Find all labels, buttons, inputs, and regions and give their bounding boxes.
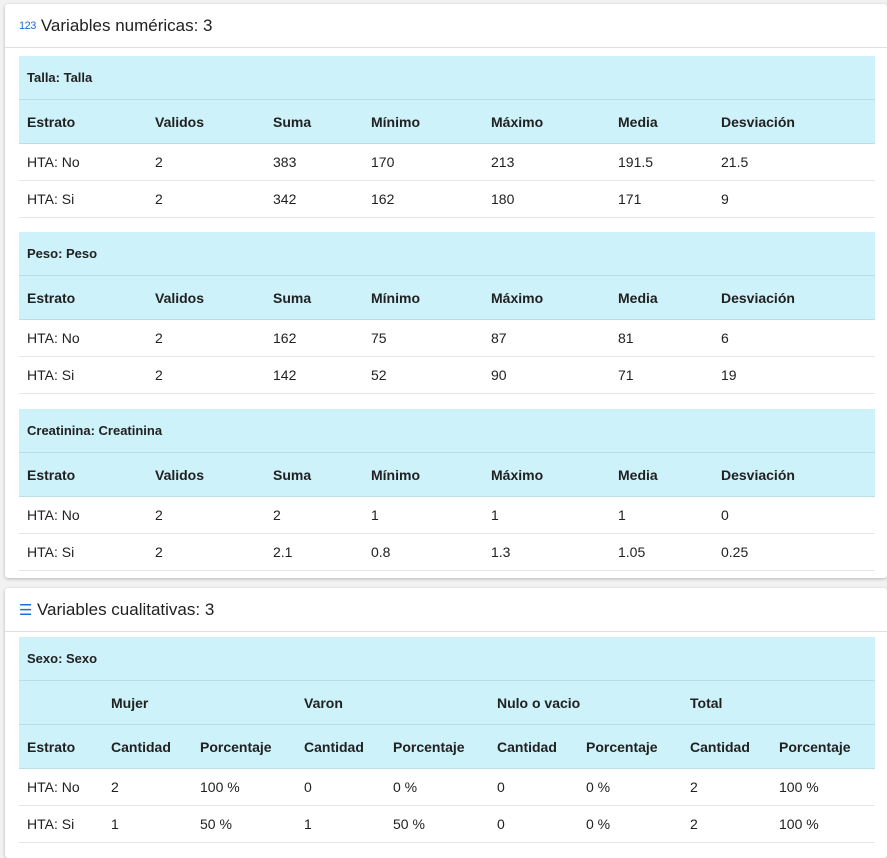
column-header: Mínimo bbox=[363, 100, 483, 144]
qualitative-variables-title: Variables cualitativas: 3 bbox=[36, 599, 215, 619]
value-cell: 171 bbox=[610, 181, 713, 218]
numeric-123-icon: 123 bbox=[19, 19, 36, 32]
value-cell: 90 bbox=[483, 357, 610, 394]
value-cell: 1 bbox=[363, 497, 483, 534]
stratum-cell: HTA: No bbox=[19, 769, 103, 806]
table-row bbox=[19, 534, 875, 571]
table-header-row bbox=[19, 276, 875, 320]
column-header: Porcentaje bbox=[578, 725, 682, 769]
value-cell: 81 bbox=[610, 320, 713, 357]
variable-name-row bbox=[19, 409, 875, 453]
value-cell: 2 bbox=[682, 806, 771, 843]
value-cell: 0 bbox=[296, 769, 385, 806]
table-row bbox=[19, 769, 875, 806]
value-cell: 9 bbox=[713, 181, 875, 218]
value-cell: 1 bbox=[483, 497, 610, 534]
value-cell: 0 % bbox=[578, 806, 682, 843]
column-header: Máximo bbox=[483, 100, 610, 144]
table-header-row bbox=[19, 453, 875, 497]
variable-name-label: Peso: Peso bbox=[19, 232, 875, 276]
value-cell: 342 bbox=[265, 181, 363, 218]
variable-name-row bbox=[19, 637, 875, 681]
value-cell: 2 bbox=[265, 497, 363, 534]
numeric-variables-title: Variables numéricas: 3 bbox=[40, 15, 213, 35]
value-cell: 21.5 bbox=[713, 144, 875, 181]
value-cell: 19 bbox=[713, 357, 875, 394]
column-header: Estrato bbox=[19, 276, 147, 320]
value-cell: 0 bbox=[489, 769, 578, 806]
value-cell: 6 bbox=[713, 320, 875, 357]
column-header: Cantidad bbox=[489, 725, 578, 769]
category-header: Mujer bbox=[103, 681, 296, 725]
column-header: Suma bbox=[265, 100, 363, 144]
value-cell: 2 bbox=[147, 181, 265, 218]
numeric-stats-table bbox=[19, 409, 875, 571]
list-icon: ☰ bbox=[19, 601, 32, 619]
value-cell: 0.25 bbox=[713, 534, 875, 571]
value-cell: 0 % bbox=[578, 769, 682, 806]
table-row bbox=[19, 806, 875, 843]
qualitative-variables-header bbox=[5, 588, 887, 632]
column-header: Desviación bbox=[713, 276, 875, 320]
stratum-cell: HTA: Si bbox=[19, 181, 147, 218]
column-header: Validos bbox=[147, 276, 265, 320]
stratum-cell: HTA: Si bbox=[19, 534, 147, 571]
value-cell: 52 bbox=[363, 357, 483, 394]
table-row bbox=[19, 497, 875, 534]
stratum-cell: HTA: Si bbox=[19, 357, 147, 394]
qualitative-stats-table bbox=[19, 637, 875, 843]
column-header: Mínimo bbox=[363, 453, 483, 497]
category-header: Total bbox=[682, 681, 875, 725]
value-cell: 0.8 bbox=[363, 534, 483, 571]
value-cell: 2 bbox=[103, 769, 192, 806]
value-cell: 100 % bbox=[192, 769, 296, 806]
column-header: Validos bbox=[147, 100, 265, 144]
value-cell: 2 bbox=[147, 534, 265, 571]
value-cell: 100 % bbox=[771, 769, 875, 806]
numeric-variables-card bbox=[5, 4, 887, 578]
table-row bbox=[19, 144, 875, 181]
value-cell: 50 % bbox=[385, 806, 489, 843]
column-header: Estrato bbox=[19, 725, 103, 769]
column-header: Máximo bbox=[483, 276, 610, 320]
blank-header-cell bbox=[19, 681, 103, 725]
value-cell: 71 bbox=[610, 357, 713, 394]
value-cell: 1.05 bbox=[610, 534, 713, 571]
value-cell: 2.1 bbox=[265, 534, 363, 571]
value-cell: 180 bbox=[483, 181, 610, 218]
variable-name-row bbox=[19, 232, 875, 276]
table-row bbox=[19, 320, 875, 357]
column-header: Cantidad bbox=[296, 725, 385, 769]
variable-name-label: Sexo: Sexo bbox=[19, 637, 875, 681]
column-header: Suma bbox=[265, 276, 363, 320]
variable-name-label: Talla: Talla bbox=[19, 56, 875, 100]
category-header-row bbox=[19, 681, 875, 725]
stratum-cell: HTA: No bbox=[19, 320, 147, 357]
numeric-stats-table bbox=[19, 56, 875, 218]
value-cell: 213 bbox=[483, 144, 610, 181]
column-header: Estrato bbox=[19, 100, 147, 144]
column-header: Máximo bbox=[483, 453, 610, 497]
stratum-cell: HTA: No bbox=[19, 497, 147, 534]
column-header: Porcentaje bbox=[192, 725, 296, 769]
value-cell: 100 % bbox=[771, 806, 875, 843]
variable-name-row bbox=[19, 56, 875, 100]
column-header: Desviación bbox=[713, 100, 875, 144]
value-cell: 0 % bbox=[385, 769, 489, 806]
column-header: Media bbox=[610, 453, 713, 497]
value-cell: 87 bbox=[483, 320, 610, 357]
column-header: Estrato bbox=[19, 453, 147, 497]
numeric-stats-table bbox=[19, 232, 875, 394]
table-row bbox=[19, 357, 875, 394]
value-cell: 75 bbox=[363, 320, 483, 357]
stratum-cell: HTA: Si bbox=[19, 806, 103, 843]
value-cell: 2 bbox=[147, 357, 265, 394]
value-cell: 162 bbox=[265, 320, 363, 357]
value-cell: 2 bbox=[147, 144, 265, 181]
column-header: Cantidad bbox=[682, 725, 771, 769]
value-cell: 1.3 bbox=[483, 534, 610, 571]
value-cell: 1 bbox=[296, 806, 385, 843]
column-header: Porcentaje bbox=[385, 725, 489, 769]
column-header: Media bbox=[610, 276, 713, 320]
qualitative-variables-card bbox=[5, 588, 887, 858]
value-cell: 50 % bbox=[192, 806, 296, 843]
column-header: Mínimo bbox=[363, 276, 483, 320]
value-cell: 2 bbox=[147, 320, 265, 357]
value-cell: 162 bbox=[363, 181, 483, 218]
value-cell: 0 bbox=[713, 497, 875, 534]
value-cell: 2 bbox=[682, 769, 771, 806]
category-header: Nulo o vacio bbox=[489, 681, 682, 725]
value-cell: 191.5 bbox=[610, 144, 713, 181]
variable-name-label: Creatinina: Creatinina bbox=[19, 409, 875, 453]
column-header: Desviación bbox=[713, 453, 875, 497]
table-header-row bbox=[19, 725, 875, 769]
value-cell: 170 bbox=[363, 144, 483, 181]
table-header-row bbox=[19, 100, 875, 144]
category-header: Varon bbox=[296, 681, 489, 725]
column-header: Media bbox=[610, 100, 713, 144]
value-cell: 1 bbox=[103, 806, 192, 843]
value-cell: 142 bbox=[265, 357, 363, 394]
stratum-cell: HTA: No bbox=[19, 144, 147, 181]
column-header: Validos bbox=[147, 453, 265, 497]
numeric-variables-header bbox=[5, 4, 887, 48]
table-row bbox=[19, 181, 875, 218]
column-header: Suma bbox=[265, 453, 363, 497]
column-header: Cantidad bbox=[103, 725, 192, 769]
value-cell: 1 bbox=[610, 497, 713, 534]
value-cell: 0 bbox=[489, 806, 578, 843]
value-cell: 2 bbox=[147, 497, 265, 534]
column-header: Porcentaje bbox=[771, 725, 875, 769]
value-cell: 383 bbox=[265, 144, 363, 181]
